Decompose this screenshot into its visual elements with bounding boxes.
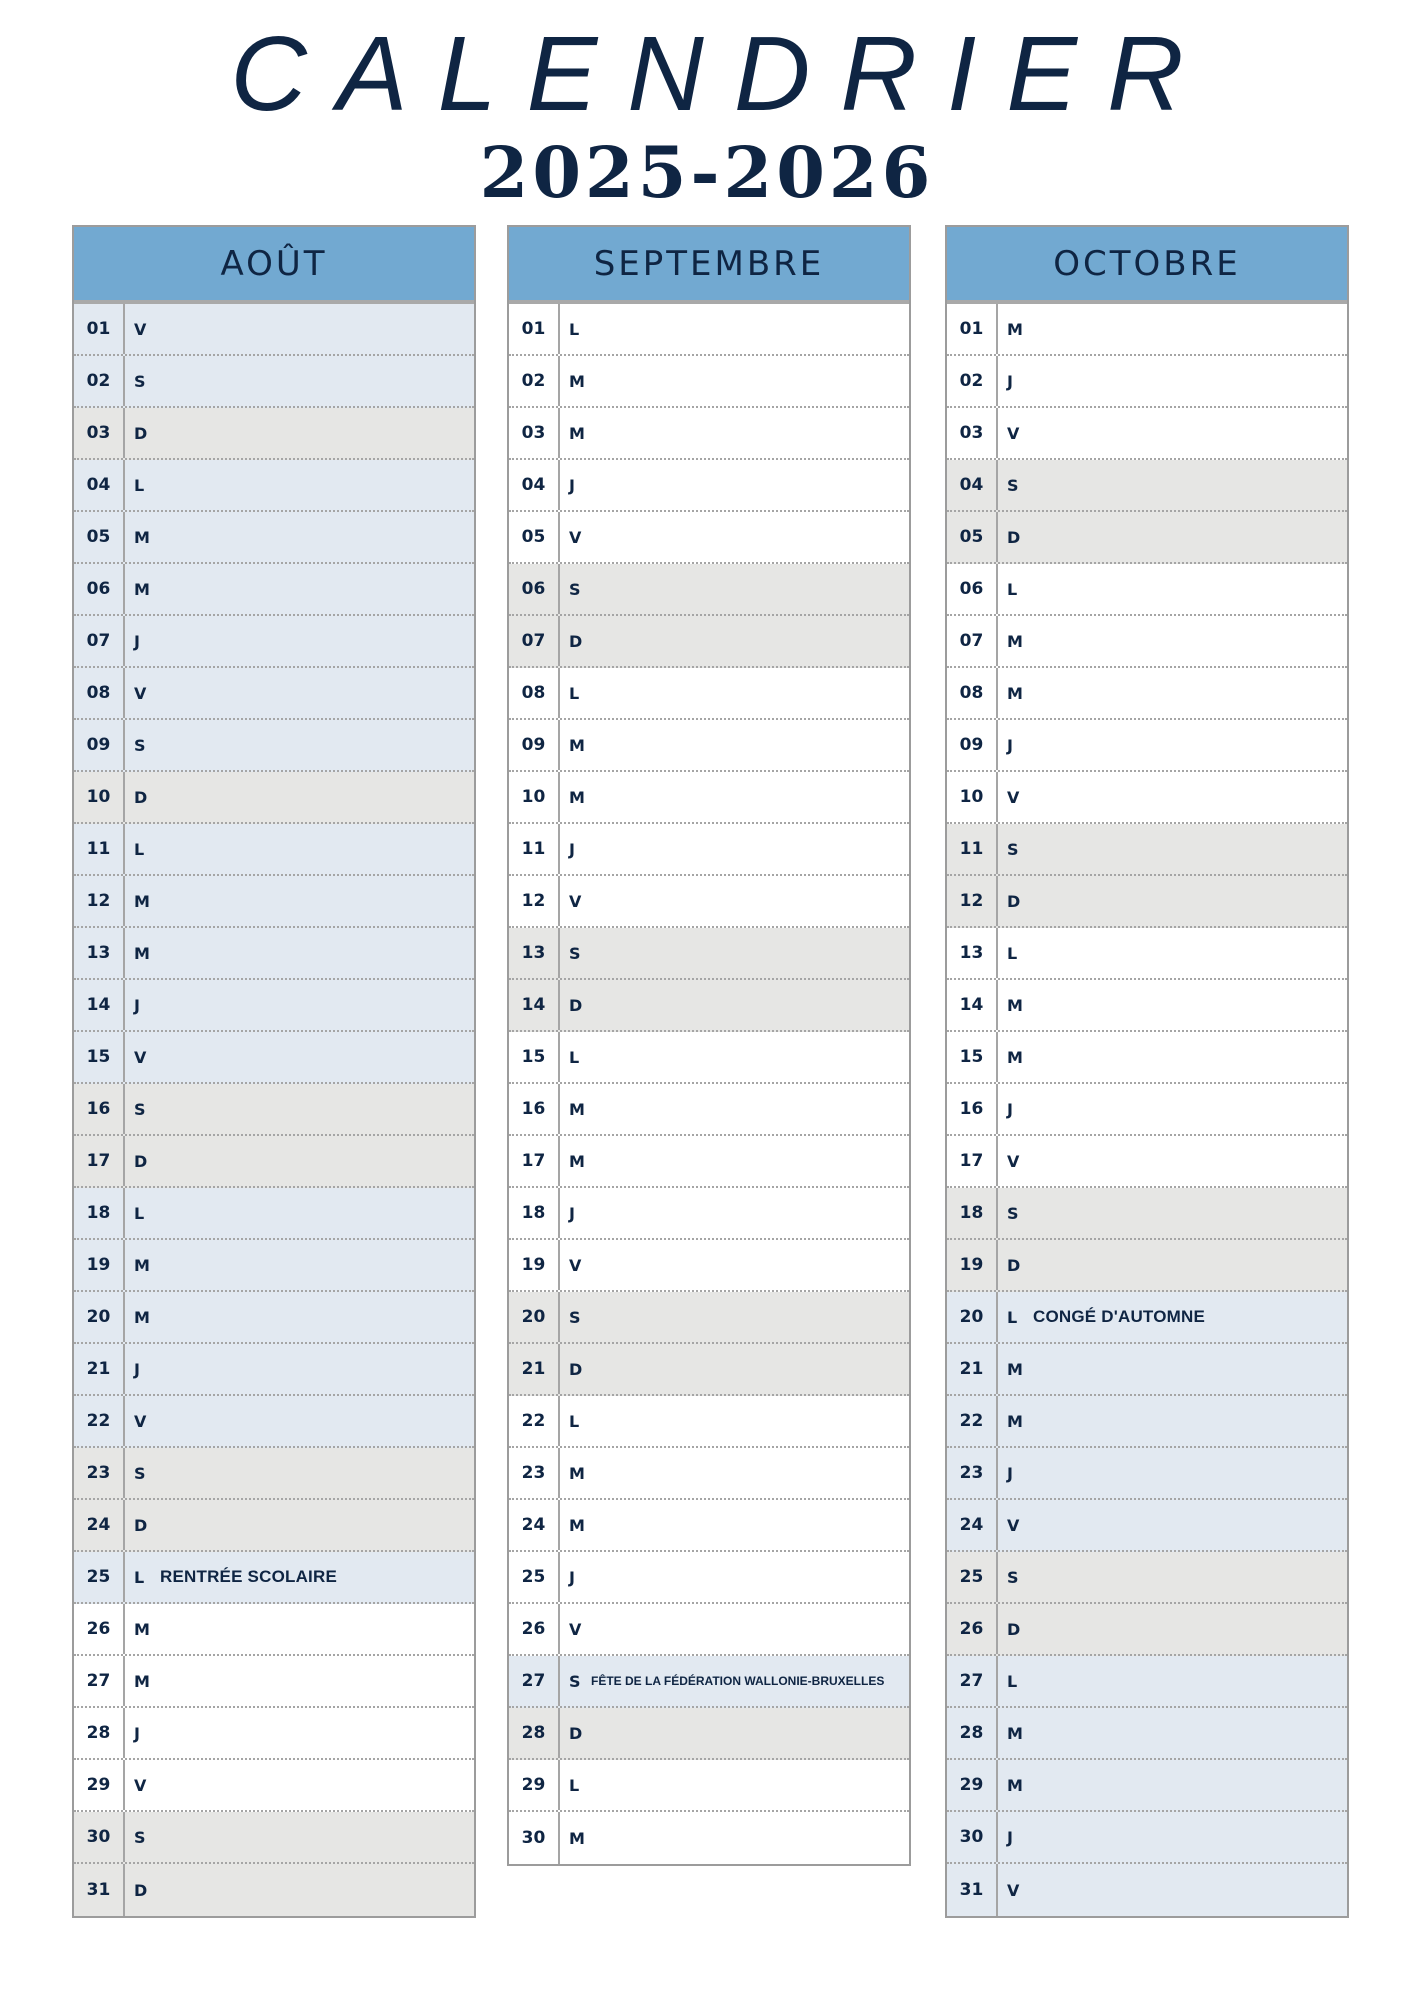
day-number: 24 bbox=[74, 1500, 125, 1550]
day-row bbox=[509, 1656, 909, 1708]
month-header: OCTOBRE bbox=[947, 227, 1347, 304]
day-row bbox=[74, 1812, 474, 1864]
day-row bbox=[947, 1136, 1347, 1188]
day-number: 08 bbox=[947, 668, 998, 718]
day-row bbox=[74, 824, 474, 876]
day-number: 19 bbox=[509, 1240, 560, 1290]
day-of-week: D bbox=[569, 995, 583, 1015]
day-of-week: J bbox=[1007, 1827, 1013, 1847]
day-row bbox=[947, 564, 1347, 616]
day-row bbox=[74, 720, 474, 772]
day-number: 30 bbox=[74, 1812, 125, 1862]
day-of-week: M bbox=[134, 1671, 150, 1691]
day-row bbox=[509, 564, 909, 616]
day-number: 16 bbox=[509, 1084, 560, 1134]
day-number: 14 bbox=[74, 980, 125, 1030]
day-number: 20 bbox=[947, 1292, 998, 1342]
day-of-week: M bbox=[569, 1099, 585, 1119]
day-of-week: V bbox=[134, 683, 147, 703]
day-of-week: L bbox=[1007, 943, 1018, 963]
day-of-week: M bbox=[1007, 1047, 1023, 1067]
day-row bbox=[509, 512, 909, 564]
day-of-week: M bbox=[569, 1151, 585, 1171]
day-row bbox=[509, 1552, 909, 1604]
day-row bbox=[947, 1344, 1347, 1396]
day-row bbox=[74, 1084, 474, 1136]
day-row bbox=[74, 1500, 474, 1552]
event-label: CONGÉ D'AUTOMNE bbox=[1033, 1307, 1206, 1326]
day-of-week: J bbox=[1007, 735, 1013, 755]
day-of-week: M bbox=[1007, 631, 1023, 651]
day-of-week: L bbox=[569, 319, 580, 339]
day-row bbox=[947, 408, 1347, 460]
day-of-week: L bbox=[134, 1567, 145, 1587]
day-number: 01 bbox=[74, 304, 125, 354]
day-row bbox=[509, 1448, 909, 1500]
day-of-week: M bbox=[134, 527, 150, 547]
day-row bbox=[509, 1708, 909, 1760]
day-number: 17 bbox=[947, 1136, 998, 1186]
day-row bbox=[74, 668, 474, 720]
day-row bbox=[74, 1292, 474, 1344]
day-row bbox=[947, 1708, 1347, 1760]
day-of-week: L bbox=[569, 1047, 580, 1067]
day-of-week: M bbox=[1007, 319, 1023, 339]
day-of-week: D bbox=[569, 1359, 583, 1379]
day-row bbox=[74, 1552, 474, 1604]
page-title: CALENDRIER bbox=[230, 15, 1214, 133]
day-row bbox=[509, 1760, 909, 1812]
day-row bbox=[74, 1604, 474, 1656]
day-number: 29 bbox=[509, 1760, 560, 1810]
day-of-week: J bbox=[134, 631, 140, 651]
day-of-week: M bbox=[569, 735, 585, 755]
day-number: 12 bbox=[74, 876, 125, 926]
day-of-week: V bbox=[134, 319, 147, 339]
day-row bbox=[947, 1396, 1347, 1448]
day-row bbox=[74, 564, 474, 616]
day-of-week: V bbox=[134, 1411, 147, 1431]
day-row bbox=[74, 876, 474, 928]
day-number: 03 bbox=[947, 408, 998, 458]
day-number: 13 bbox=[74, 928, 125, 978]
day-number: 26 bbox=[947, 1604, 998, 1654]
day-number: 06 bbox=[509, 564, 560, 614]
day-of-week: D bbox=[134, 1515, 148, 1535]
day-number: 21 bbox=[509, 1344, 560, 1394]
day-row bbox=[509, 1396, 909, 1448]
day-number: 15 bbox=[74, 1032, 125, 1082]
day-of-week: D bbox=[134, 1151, 148, 1171]
event-label: RENTRÉE SCOLAIRE bbox=[160, 1567, 337, 1586]
day-number: 25 bbox=[947, 1552, 998, 1602]
day-number: 23 bbox=[509, 1448, 560, 1498]
day-row bbox=[947, 1864, 1347, 1916]
day-number: 28 bbox=[74, 1708, 125, 1758]
day-row bbox=[509, 1604, 909, 1656]
day-of-week: D bbox=[1007, 527, 1021, 547]
day-list bbox=[947, 304, 1347, 1916]
day-row bbox=[947, 1500, 1347, 1552]
day-row bbox=[74, 772, 474, 824]
day-number: 09 bbox=[509, 720, 560, 770]
day-of-week: M bbox=[134, 1307, 150, 1327]
day-number: 10 bbox=[947, 772, 998, 822]
day-of-week: S bbox=[569, 1671, 581, 1691]
day-row bbox=[74, 1396, 474, 1448]
day-number: 04 bbox=[509, 460, 560, 510]
day-row bbox=[947, 668, 1347, 720]
day-row bbox=[74, 408, 474, 460]
day-of-week: M bbox=[134, 1619, 150, 1639]
day-number: 08 bbox=[74, 668, 125, 718]
day-row bbox=[947, 1084, 1347, 1136]
day-number: 16 bbox=[947, 1084, 998, 1134]
day-of-week: L bbox=[134, 1203, 145, 1223]
event-label: FÊTE DE LA FÉDÉRATION WALLONIE-BRUXELLES bbox=[591, 1674, 885, 1688]
day-of-week: M bbox=[569, 1463, 585, 1483]
day-of-week: J bbox=[134, 1359, 140, 1379]
day-of-week: D bbox=[134, 1880, 148, 1900]
day-number: 28 bbox=[509, 1708, 560, 1758]
day-number: 31 bbox=[947, 1864, 998, 1916]
day-row bbox=[74, 304, 474, 356]
day-number: 06 bbox=[947, 564, 998, 614]
day-row bbox=[509, 772, 909, 824]
day-row bbox=[947, 616, 1347, 668]
day-of-week: S bbox=[134, 1827, 146, 1847]
day-of-week: S bbox=[1007, 1203, 1019, 1223]
day-number: 17 bbox=[509, 1136, 560, 1186]
day-of-week: D bbox=[1007, 1255, 1021, 1275]
day-of-week: V bbox=[1007, 1880, 1020, 1900]
day-row bbox=[74, 1448, 474, 1500]
day-of-week: L bbox=[1007, 579, 1018, 599]
day-row bbox=[509, 720, 909, 772]
school-year: 2025-2026 bbox=[479, 131, 935, 214]
day-of-week: S bbox=[134, 735, 146, 755]
day-row bbox=[509, 616, 909, 668]
day-row bbox=[947, 512, 1347, 564]
day-row bbox=[74, 1708, 474, 1760]
day-row bbox=[947, 720, 1347, 772]
day-of-week: S bbox=[1007, 475, 1019, 495]
day-number: 30 bbox=[947, 1812, 998, 1862]
day-row bbox=[74, 1136, 474, 1188]
day-number: 19 bbox=[74, 1240, 125, 1290]
day-row bbox=[947, 1448, 1347, 1500]
day-of-week: V bbox=[1007, 1515, 1020, 1535]
day-of-week: D bbox=[569, 1723, 583, 1743]
day-of-week: L bbox=[134, 475, 145, 495]
day-of-week: V bbox=[569, 1255, 582, 1275]
day-of-week: S bbox=[134, 1463, 146, 1483]
day-of-week: V bbox=[134, 1047, 147, 1067]
day-number: 25 bbox=[74, 1552, 125, 1602]
day-number: 29 bbox=[74, 1760, 125, 1810]
day-row bbox=[509, 1240, 909, 1292]
day-of-week: J bbox=[569, 839, 575, 859]
day-of-week: M bbox=[569, 1828, 585, 1848]
day-of-week: L bbox=[1007, 1307, 1018, 1327]
day-number: 21 bbox=[74, 1344, 125, 1394]
day-number: 03 bbox=[74, 408, 125, 458]
day-row bbox=[509, 1344, 909, 1396]
day-number: 07 bbox=[74, 616, 125, 666]
day-row bbox=[947, 1552, 1347, 1604]
day-row bbox=[947, 928, 1347, 980]
day-number: 01 bbox=[509, 304, 560, 354]
day-number: 27 bbox=[509, 1656, 560, 1706]
day-of-week: J bbox=[569, 475, 575, 495]
day-of-week: S bbox=[1007, 839, 1019, 859]
day-row bbox=[74, 928, 474, 980]
day-number: 30 bbox=[509, 1812, 560, 1864]
day-of-week: M bbox=[134, 579, 150, 599]
day-number: 16 bbox=[74, 1084, 125, 1134]
day-list bbox=[74, 304, 474, 1916]
day-of-week: V bbox=[1007, 787, 1020, 807]
day-number: 27 bbox=[74, 1656, 125, 1706]
day-number: 07 bbox=[509, 616, 560, 666]
day-of-week: D bbox=[134, 423, 148, 443]
day-number: 22 bbox=[74, 1396, 125, 1446]
day-of-week: J bbox=[1007, 371, 1013, 391]
day-of-week: J bbox=[134, 1723, 140, 1743]
day-of-week: L bbox=[569, 1775, 580, 1795]
day-of-week: M bbox=[1007, 1359, 1023, 1379]
day-number: 05 bbox=[74, 512, 125, 562]
day-number: 31 bbox=[74, 1864, 125, 1916]
day-number: 18 bbox=[947, 1188, 998, 1238]
day-of-week: S bbox=[569, 579, 581, 599]
day-number: 15 bbox=[509, 1032, 560, 1082]
day-of-week: D bbox=[134, 787, 148, 807]
day-number: 19 bbox=[947, 1240, 998, 1290]
day-of-week: V bbox=[1007, 1151, 1020, 1171]
day-row bbox=[509, 668, 909, 720]
day-of-week: S bbox=[1007, 1567, 1019, 1587]
day-of-week: M bbox=[569, 1515, 585, 1535]
day-row bbox=[947, 1812, 1347, 1864]
day-number: 02 bbox=[74, 356, 125, 406]
day-row bbox=[509, 356, 909, 408]
day-row bbox=[509, 460, 909, 512]
day-of-week: L bbox=[1007, 1671, 1018, 1691]
day-row bbox=[509, 1500, 909, 1552]
day-number: 06 bbox=[74, 564, 125, 614]
day-row bbox=[74, 1188, 474, 1240]
day-of-week: S bbox=[569, 943, 581, 963]
day-of-week: M bbox=[1007, 1411, 1023, 1431]
day-number: 11 bbox=[509, 824, 560, 874]
day-row bbox=[509, 980, 909, 1032]
day-number: 23 bbox=[74, 1448, 125, 1498]
day-of-week: M bbox=[1007, 683, 1023, 703]
day-row bbox=[74, 980, 474, 1032]
day-of-week: J bbox=[1007, 1463, 1013, 1483]
day-of-week: S bbox=[569, 1307, 581, 1327]
day-of-week: M bbox=[569, 423, 585, 443]
day-row bbox=[509, 1812, 909, 1864]
day-number: 26 bbox=[509, 1604, 560, 1654]
day-of-week: M bbox=[1007, 1723, 1023, 1743]
day-of-week: V bbox=[134, 1775, 147, 1795]
day-number: 08 bbox=[509, 668, 560, 718]
day-row bbox=[74, 1240, 474, 1292]
day-number: 27 bbox=[947, 1656, 998, 1706]
day-of-week: M bbox=[569, 787, 585, 807]
day-of-week: J bbox=[1007, 1099, 1013, 1119]
day-row bbox=[947, 460, 1347, 512]
day-number: 22 bbox=[509, 1396, 560, 1446]
day-number: 23 bbox=[947, 1448, 998, 1498]
day-row bbox=[947, 1188, 1347, 1240]
day-row bbox=[74, 1760, 474, 1812]
day-of-week: M bbox=[1007, 995, 1023, 1015]
day-number: 12 bbox=[947, 876, 998, 926]
day-number: 09 bbox=[74, 720, 125, 770]
day-number: 14 bbox=[509, 980, 560, 1030]
day-of-week: V bbox=[1007, 423, 1020, 443]
day-row bbox=[947, 1240, 1347, 1292]
day-row bbox=[509, 1188, 909, 1240]
day-of-week: V bbox=[569, 1619, 582, 1639]
day-row bbox=[947, 772, 1347, 824]
day-row bbox=[947, 1604, 1347, 1656]
day-row bbox=[74, 1032, 474, 1084]
day-of-week: J bbox=[569, 1567, 575, 1587]
day-row bbox=[509, 928, 909, 980]
day-number: 02 bbox=[947, 356, 998, 406]
day-row bbox=[509, 1032, 909, 1084]
day-of-week: M bbox=[569, 371, 585, 391]
day-of-week: J bbox=[134, 995, 140, 1015]
day-number: 22 bbox=[947, 1396, 998, 1446]
day-of-week: V bbox=[569, 891, 582, 911]
day-row bbox=[74, 616, 474, 668]
day-number: 13 bbox=[947, 928, 998, 978]
day-number: 26 bbox=[74, 1604, 125, 1654]
day-of-week: S bbox=[134, 371, 146, 391]
day-row bbox=[947, 1656, 1347, 1708]
day-number: 29 bbox=[947, 1760, 998, 1810]
day-number: 25 bbox=[509, 1552, 560, 1602]
day-row bbox=[947, 1292, 1347, 1344]
month-header: SEPTEMBRE bbox=[509, 227, 909, 304]
day-of-week: L bbox=[134, 839, 145, 859]
day-number: 21 bbox=[947, 1344, 998, 1394]
day-number: 28 bbox=[947, 1708, 998, 1758]
day-number: 04 bbox=[74, 460, 125, 510]
day-row bbox=[947, 304, 1347, 356]
day-number: 14 bbox=[947, 980, 998, 1030]
day-number: 11 bbox=[947, 824, 998, 874]
day-number: 15 bbox=[947, 1032, 998, 1082]
month-column-octobre bbox=[945, 225, 1349, 1918]
day-number: 10 bbox=[509, 772, 560, 822]
day-row bbox=[947, 980, 1347, 1032]
day-row bbox=[74, 1864, 474, 1916]
day-number: 17 bbox=[74, 1136, 125, 1186]
day-row bbox=[509, 1136, 909, 1188]
day-number: 20 bbox=[509, 1292, 560, 1342]
day-of-week: M bbox=[134, 1255, 150, 1275]
day-number: 09 bbox=[947, 720, 998, 770]
day-of-week: D bbox=[1007, 891, 1021, 911]
day-number: 05 bbox=[947, 512, 998, 562]
day-row bbox=[74, 356, 474, 408]
day-row bbox=[74, 1344, 474, 1396]
day-row bbox=[509, 824, 909, 876]
day-row bbox=[947, 876, 1347, 928]
month-header: AOÛT bbox=[74, 227, 474, 304]
day-row bbox=[947, 1032, 1347, 1084]
day-row bbox=[74, 512, 474, 564]
day-row bbox=[509, 304, 909, 356]
day-number: 13 bbox=[509, 928, 560, 978]
day-of-week: V bbox=[569, 527, 582, 547]
day-number: 04 bbox=[947, 460, 998, 510]
day-number: 05 bbox=[509, 512, 560, 562]
day-row bbox=[947, 1760, 1347, 1812]
day-of-week: M bbox=[1007, 1775, 1023, 1795]
day-number: 24 bbox=[509, 1500, 560, 1550]
day-of-week: M bbox=[134, 943, 150, 963]
day-number: 02 bbox=[509, 356, 560, 406]
day-row bbox=[947, 356, 1347, 408]
day-number: 10 bbox=[74, 772, 125, 822]
day-number: 07 bbox=[947, 616, 998, 666]
day-row bbox=[74, 460, 474, 512]
day-number: 18 bbox=[509, 1188, 560, 1238]
day-row bbox=[74, 1656, 474, 1708]
day-row bbox=[509, 408, 909, 460]
day-of-week: D bbox=[569, 631, 583, 651]
day-number: 24 bbox=[947, 1500, 998, 1550]
day-of-week: L bbox=[569, 683, 580, 703]
day-number: 11 bbox=[74, 824, 125, 874]
day-number: 20 bbox=[74, 1292, 125, 1342]
day-number: 12 bbox=[509, 876, 560, 926]
day-of-week: J bbox=[569, 1203, 575, 1223]
day-list bbox=[509, 304, 909, 1864]
day-of-week: S bbox=[134, 1099, 146, 1119]
day-row bbox=[509, 1084, 909, 1136]
day-number: 18 bbox=[74, 1188, 125, 1238]
month-column-septembre bbox=[507, 225, 911, 1866]
month-column-aout bbox=[72, 225, 476, 1918]
day-of-week: L bbox=[569, 1411, 580, 1431]
day-row bbox=[947, 824, 1347, 876]
day-of-week: M bbox=[134, 891, 150, 911]
day-row bbox=[509, 1292, 909, 1344]
day-row bbox=[509, 876, 909, 928]
day-number: 01 bbox=[947, 304, 998, 354]
day-number: 03 bbox=[509, 408, 560, 458]
day-of-week: D bbox=[1007, 1619, 1021, 1639]
